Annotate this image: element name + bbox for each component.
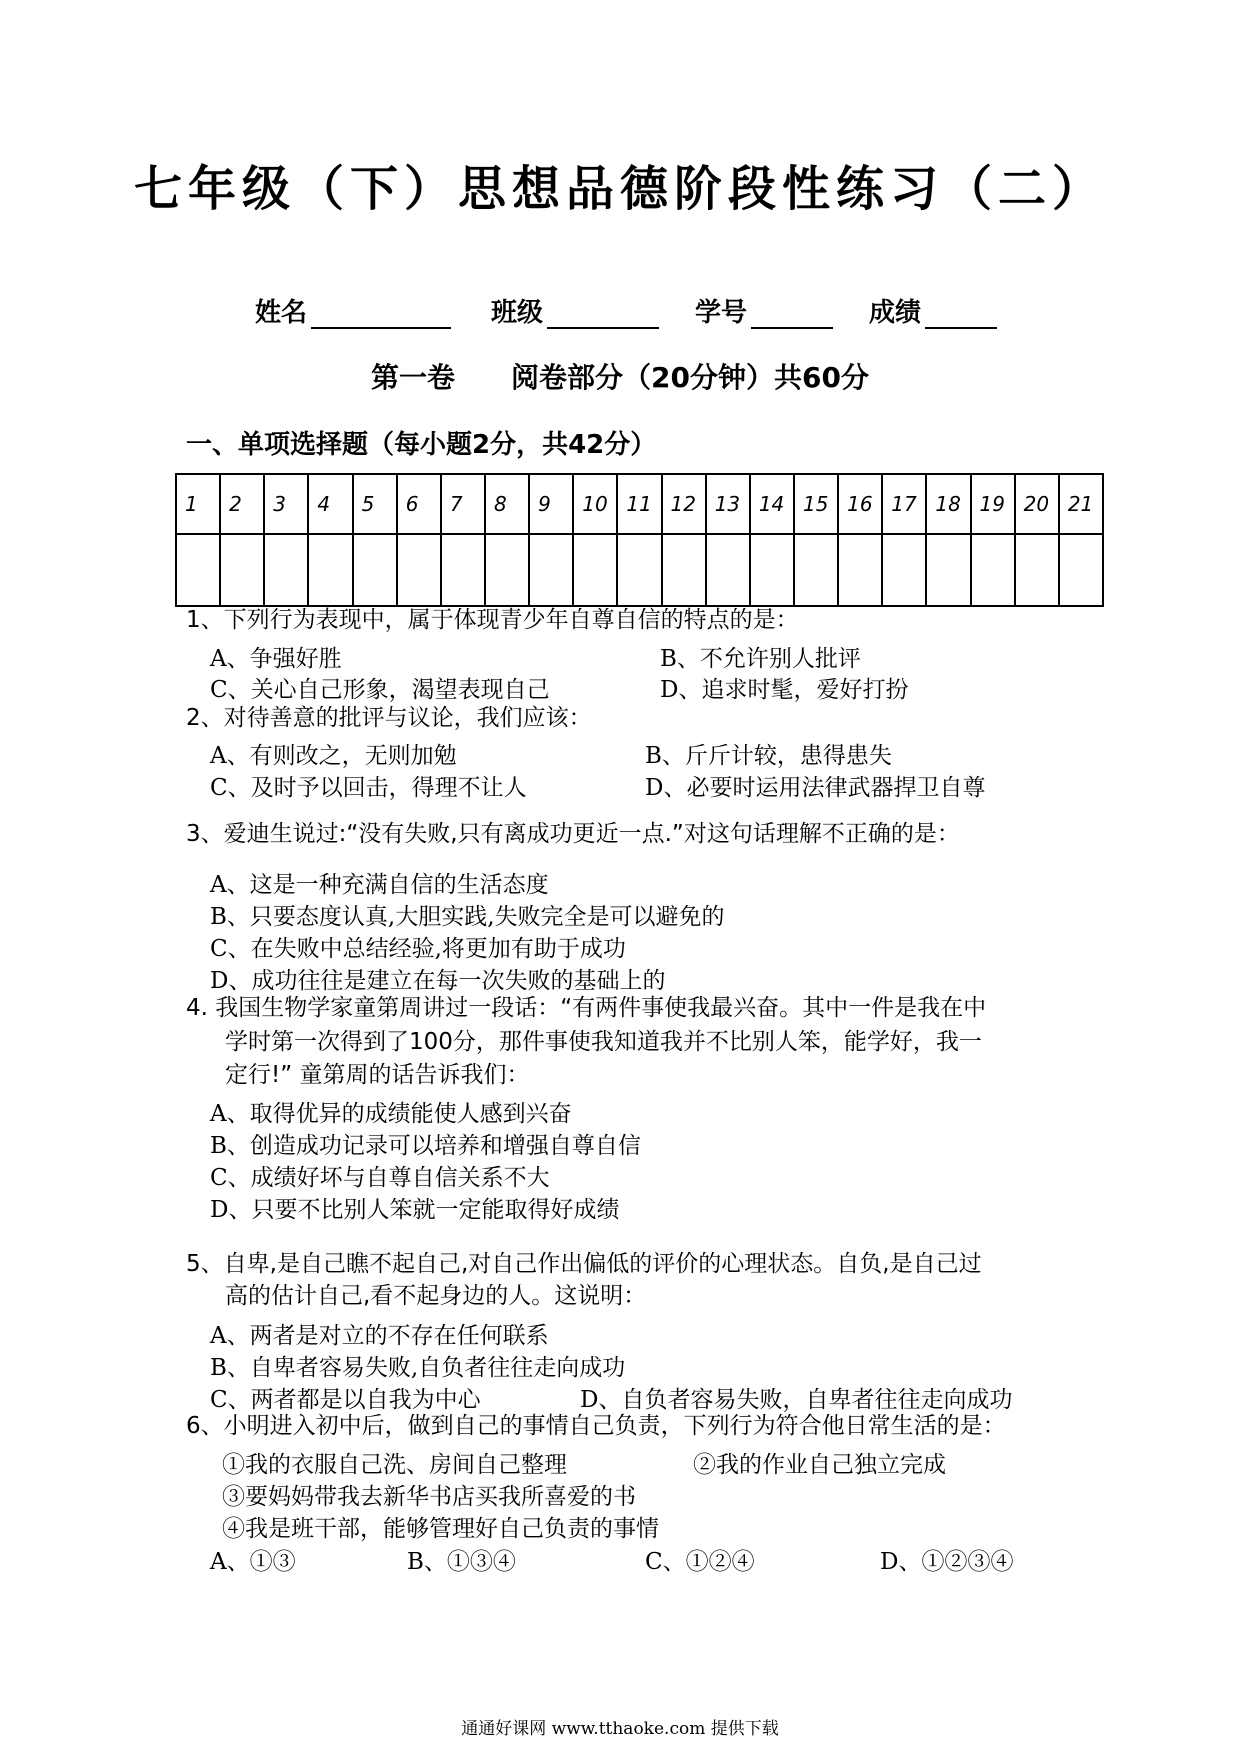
answer-blank-cell[interactable] <box>971 534 1015 606</box>
answer-blank-cell[interactable] <box>617 534 661 606</box>
answer-number-row <box>176 474 1103 534</box>
answer-number-cell: 3 <box>264 474 308 534</box>
answer-number-cell: 16 <box>838 474 882 534</box>
answer-table <box>175 473 1104 607</box>
answer-blank-cell[interactable] <box>573 534 617 606</box>
answer-blank-cell[interactable] <box>1015 534 1059 606</box>
question-2-option-d: D、必要时运用法律武器捍卫自尊 <box>645 775 986 801</box>
answer-blank-cell[interactable] <box>882 534 926 606</box>
class-label: 班级 <box>491 298 544 328</box>
answer-number-cell: 9 <box>529 474 573 534</box>
question-4-option-b: B、创造成功记录可以培养和增强自尊自信 <box>210 1133 641 1159</box>
question-4-option-d: D、只要不比别人笨就一定能取得好成绩 <box>210 1197 620 1223</box>
answer-number-cell: 15 <box>794 474 838 534</box>
answer-number-cell: 7 <box>441 474 485 534</box>
question-6-item-1: ①我的衣服自己洗、房间自己整理 <box>222 1452 567 1478</box>
answer-number-cell: 1 <box>176 474 220 534</box>
answer-number-cell: 10 <box>573 474 617 534</box>
answer-number-cell: 19 <box>971 474 1015 534</box>
part-title: 第一卷 阅卷部分（20分钟）共60分 <box>371 361 869 394</box>
question-5-option-a: A、两者是对立的不存在任何联系 <box>210 1323 549 1349</box>
question-3-option-a: A、这是一种充满自信的生活态度 <box>210 872 549 898</box>
answer-number-cell: 14 <box>750 474 794 534</box>
answer-blank-cell[interactable] <box>750 534 794 606</box>
name-field <box>255 292 451 329</box>
answer-number-cell: 5 <box>353 474 397 534</box>
score-label: 成绩 <box>869 298 922 328</box>
question-5-option-d: D、自负者容易失败，自卑者往往走向成功 <box>580 1387 1013 1413</box>
question-1-option-b: B、不允许别人批评 <box>660 646 861 672</box>
question-6-option-a: A、①③ <box>210 1549 296 1575</box>
answer-blank-cell[interactable] <box>794 534 838 606</box>
answer-blank-cell[interactable] <box>706 534 750 606</box>
question-3-option-d: D、成功往往是建立在每一次失败的基础上的 <box>210 968 666 994</box>
answer-number-cell: 17 <box>882 474 926 534</box>
question-6-option-d: D、①②③④ <box>880 1549 1014 1575</box>
number-blank <box>751 297 833 329</box>
class-blank <box>547 297 659 329</box>
question-4-stem-line-3: 定行!” 童第周的话告诉我们： <box>225 1062 530 1088</box>
question-6-option-c: C、①②④ <box>645 1549 755 1575</box>
answer-number-cell: 2 <box>220 474 264 534</box>
class-field <box>491 292 659 329</box>
question-1-option-d: D、追求时髦，爱好打扮 <box>660 677 909 703</box>
section-title: 一、单项选择题（每小题2分，共42分） <box>186 430 657 460</box>
question-1-option-c: C、关心自己形象，渴望表现自己 <box>210 677 550 703</box>
question-6-stem: 6、小明进入初中后，做到自己的事情自己负责，下列行为符合他日常生活的是： <box>186 1413 1006 1439</box>
answer-number-cell: 21 <box>1059 474 1103 534</box>
answer-number-cell: 6 <box>397 474 441 534</box>
answer-number-cell: 20 <box>1015 474 1059 534</box>
question-4-option-a: A、取得优异的成绩能使人感到兴奋 <box>210 1101 572 1127</box>
download-footer: 通通好课网 www.tthaoke.com 提供下载 <box>461 1719 779 1739</box>
answer-blank-cell[interactable] <box>926 534 970 606</box>
page-title: 七年级（下）思想品德阶段性练习（二） <box>133 161 1106 217</box>
answer-blank-cell[interactable] <box>529 534 573 606</box>
student-info-row <box>255 292 1055 329</box>
name-blank <box>311 297 451 329</box>
question-3-stem: 3、爱迪生说过:“没有失败,只有离成功更近一点.”对这句话理解不正确的是： <box>186 821 960 847</box>
answer-number-cell: 8 <box>485 474 529 534</box>
question-5-stem-line-1: 5、自卑,是自己瞧不起自己,对自己作出偏低的评价的心理状态。自负,是自己过 <box>186 1251 982 1277</box>
answer-blank-row <box>176 534 1103 606</box>
question-2-option-c: C、及时予以回击，得理不让人 <box>210 775 527 801</box>
question-2-option-a: A、有则改之，无则加勉 <box>210 743 457 769</box>
answer-blank-cell[interactable] <box>308 534 352 606</box>
question-1-option-a: A、争强好胜 <box>210 646 342 672</box>
answer-blank-cell[interactable] <box>485 534 529 606</box>
question-3-option-b: B、只要态度认真,大胆实践,失败完全是可以避免的 <box>210 904 725 930</box>
question-6-item-4: ④我是班干部，能够管理好自己负责的事情 <box>222 1516 659 1542</box>
question-5-stem-line-2: 高的估计自己,看不起身边的人。这说明： <box>225 1283 647 1309</box>
answer-number-cell: 4 <box>308 474 352 534</box>
question-6-option-b: B、①③④ <box>407 1549 516 1575</box>
question-4-stem-line-2: 学时第一次得到了100分，那件事使我知道我并不比别人笨，能学好，我一 <box>225 1029 982 1055</box>
question-4-stem-line-1: 4. 我国生物学家童第周讲过一段话：“有两件事使我最兴奋。其中一件是我在中 <box>186 995 987 1021</box>
question-6-item-2: ②我的作业自己独立完成 <box>693 1452 946 1478</box>
number-label: 学号 <box>695 298 748 328</box>
answer-blank-cell[interactable] <box>1059 534 1103 606</box>
name-label: 姓名 <box>255 298 308 328</box>
score-field <box>869 292 997 329</box>
question-2-option-b: B、斤斤计较，患得患失 <box>645 743 892 769</box>
answer-blank-cell[interactable] <box>441 534 485 606</box>
answer-blank-cell[interactable] <box>662 534 706 606</box>
question-4-option-c: C、成绩好坏与自尊自信关系不大 <box>210 1165 550 1191</box>
answer-blank-cell[interactable] <box>353 534 397 606</box>
answer-blank-cell[interactable] <box>220 534 264 606</box>
answer-blank-cell[interactable] <box>176 534 220 606</box>
answer-blank-cell[interactable] <box>838 534 882 606</box>
question-6-item-3: ③要妈妈带我去新华书店买我所喜爱的书 <box>222 1484 636 1510</box>
answer-number-cell: 12 <box>662 474 706 534</box>
question-5-option-c: C、两者都是以自我为中心 <box>210 1387 481 1413</box>
question-2-stem: 2、对待善意的批评与议论，我们应该： <box>186 705 592 731</box>
question-1-stem: 1、下列行为表现中，属于体现青少年自尊自信的特点的是： <box>186 607 799 633</box>
answer-blank-cell[interactable] <box>264 534 308 606</box>
question-5-option-b: B、自卑者容易失败,自负者往往走向成功 <box>210 1355 626 1381</box>
answer-number-cell: 13 <box>706 474 750 534</box>
answer-blank-cell[interactable] <box>397 534 441 606</box>
question-3-option-c: C、在失败中总结经验,将更加有助于成功 <box>210 936 626 962</box>
answer-number-cell: 18 <box>926 474 970 534</box>
number-field <box>695 292 833 329</box>
answer-number-cell: 11 <box>617 474 661 534</box>
score-blank <box>925 297 997 329</box>
